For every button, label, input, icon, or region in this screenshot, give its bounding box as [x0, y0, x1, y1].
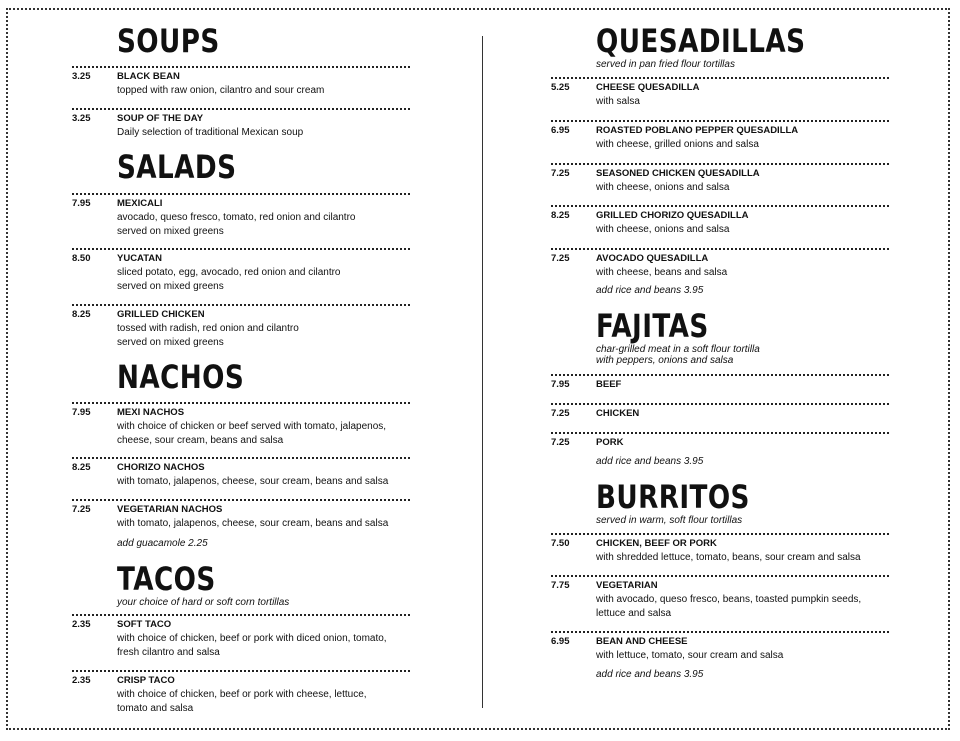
menu-item [72, 304, 410, 360]
section-title-burritos: BURRITOS [596, 478, 750, 516]
column-divider [482, 36, 483, 708]
section-title-salads: SALADS [117, 148, 237, 186]
item-price: 7.25 [551, 408, 570, 419]
item-name: CHEESE QUESADILLA [596, 82, 700, 93]
item-price: 8.50 [72, 253, 91, 264]
addon-note: add rice and beans 3.95 [596, 456, 704, 467]
item-description: with salsa [596, 96, 640, 107]
menu-item [551, 533, 889, 575]
item-description: with choice of chicken, beef or pork with cheese, lettuce, tomato and salsa [117, 689, 367, 714]
menu-item [551, 374, 889, 402]
item-name: MEXICALI [117, 198, 163, 209]
item-description: with cheese, onions and salsa [596, 224, 730, 235]
item-price: 2.35 [72, 619, 91, 630]
section-subtitle: served in warm, soft flour tortillas [596, 515, 743, 526]
addon-note: add rice and beans 3.95 [596, 285, 704, 296]
item-name: BLACK BEAN [117, 71, 180, 82]
menu-item [72, 108, 410, 150]
section-subtitle: char-grilled meat in a soft flour tortilla with peppers, onions and salsa [596, 344, 760, 366]
section-title-fajitas: FAJITAS [596, 307, 709, 345]
item-price: 2.35 [72, 675, 91, 686]
menu-item [72, 499, 410, 541]
item-price: 7.75 [551, 580, 570, 591]
item-description: with shredded lettuce, tomato, beans, sour cream and salsa [596, 552, 861, 563]
menu-item [551, 248, 889, 290]
item-name: PORK [596, 437, 624, 448]
menu-item [551, 631, 889, 673]
menu-item [72, 614, 410, 670]
item-name: CHORIZO NACHOS [117, 462, 205, 473]
menu-item [551, 575, 889, 631]
section-subtitle: served in pan fried flour tortillas [596, 59, 735, 70]
menu-item [72, 248, 410, 304]
item-description: sliced potato, egg, avocado, red onion and cilantro served on mixed greens [117, 267, 341, 292]
section-subtitle: your choice of hard or soft corn tortillas [117, 597, 290, 608]
item-price: 8.25 [551, 210, 570, 221]
item-price: 5.25 [551, 82, 570, 93]
item-description: with cheese, beans and salsa [596, 267, 728, 278]
item-price: 7.25 [551, 253, 570, 264]
item-name: CHICKEN [596, 408, 640, 419]
item-name: CHICKEN, BEEF OR PORK [596, 538, 717, 549]
item-price: 6.95 [551, 636, 570, 647]
item-price: 7.95 [72, 407, 91, 418]
item-price: 7.25 [72, 504, 91, 515]
menu-item [551, 120, 889, 162]
item-name: AVOCADO QUESADILLA [596, 253, 709, 264]
menu-item [72, 66, 410, 108]
item-name: VEGETARIAN NACHOS [117, 504, 223, 515]
item-price: 7.50 [551, 538, 570, 549]
item-price: 8.25 [72, 309, 91, 320]
menu-item [72, 457, 410, 499]
menu-item [551, 77, 889, 119]
item-description: with choice of chicken, beef or pork with diced onion, tomato, fresh cilantro and salsa [117, 633, 387, 658]
item-name: ROASTED POBLANO PEPPER QUESADILLA [596, 125, 799, 136]
section-title-nachos: NACHOS [117, 358, 245, 396]
item-name: BEEF [596, 379, 622, 390]
item-price: 7.25 [551, 168, 570, 179]
item-name: CRISP TACO [117, 675, 175, 686]
menu-item [72, 193, 410, 249]
menu-item [72, 670, 410, 722]
menu-item [551, 205, 889, 247]
item-description: with tomato, jalapenos, cheese, sour cream, beans and salsa [117, 476, 389, 487]
section-title-quesadillas: QUESADILLAS [596, 22, 806, 60]
menu-item [551, 163, 889, 205]
item-description: with cheese, grilled onions and salsa [596, 139, 759, 150]
addon-note: add rice and beans 3.95 [596, 669, 704, 680]
item-name: VEGETARIAN [596, 580, 658, 591]
menu-item [551, 403, 889, 431]
item-description: with choice of chicken or beef served with tomato, jalapenos, cheese, sour cream, beans and salsa [117, 421, 387, 446]
item-price: 6.95 [551, 125, 570, 136]
item-price: 7.95 [551, 379, 570, 390]
item-name: YUCATAN [117, 253, 163, 264]
item-name: MEXI NACHOS [117, 407, 185, 418]
item-description: tossed with radish, red onion and cilantro served on mixed greens [117, 323, 299, 348]
section-title-soups: SOUPS [117, 22, 220, 60]
item-price: 7.95 [72, 198, 91, 209]
item-name: SOFT TACO [117, 619, 172, 630]
section-title-tacos: TACOS [117, 560, 216, 598]
item-description: with avocado, queso fresco, beans, toasted pumpkin seeds, lettuce and salsa [596, 594, 862, 619]
item-description: avocado, queso fresco, tomato, red onion and cilantro served on mixed greens [117, 212, 356, 237]
item-description: with tomato, jalapenos, cheese, sour cream, beans and salsa [117, 518, 389, 529]
item-price: 7.25 [551, 437, 570, 448]
menu-item [72, 402, 410, 458]
item-name: GRILLED CHICKEN [117, 309, 205, 320]
item-name: SOUP OF THE DAY [117, 113, 204, 124]
item-name: SEASONED CHICKEN QUESADILLA [596, 168, 760, 179]
item-name: BEAN AND CHEESE [596, 636, 688, 647]
item-price: 3.25 [72, 71, 91, 82]
addon-note: add guacamole 2.25 [117, 538, 208, 549]
item-description: Daily selection of traditional Mexican soup [117, 127, 304, 138]
item-description: topped with raw onion, cilantro and sour cream [117, 85, 325, 96]
item-price: 3.25 [72, 113, 91, 124]
item-description: with cheese, onions and salsa [596, 182, 730, 193]
item-name: GRILLED CHORIZO QUESADILLA [596, 210, 749, 221]
item-price: 8.25 [72, 462, 91, 473]
item-description: with lettuce, tomato, sour cream and salsa [596, 650, 784, 661]
